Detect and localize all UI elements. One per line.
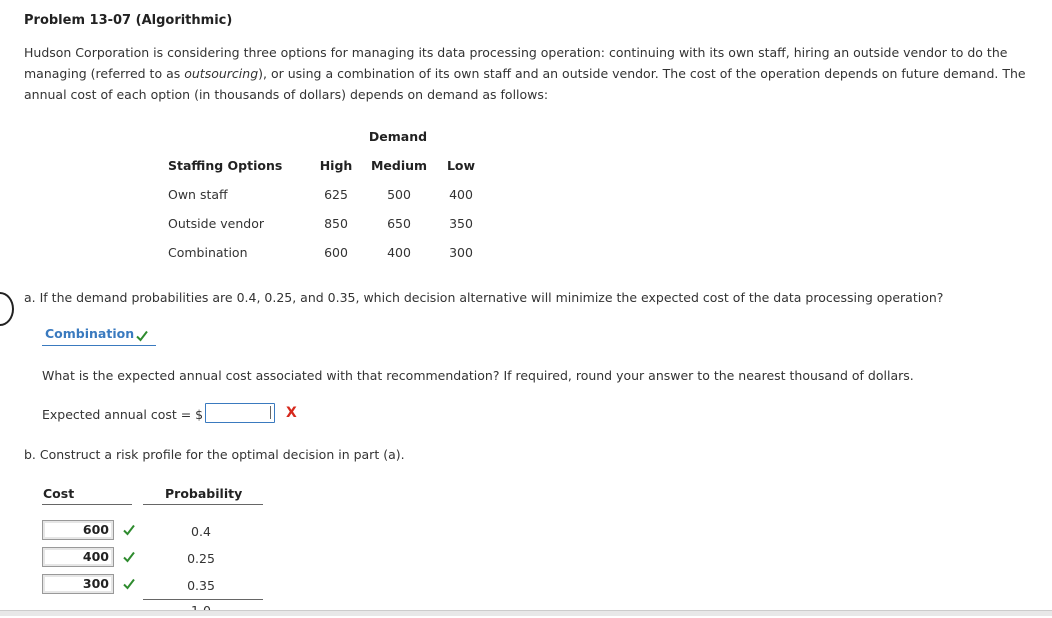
dropdown-selected-value: Combination (45, 326, 135, 341)
risk-probability: 0.25 (187, 551, 215, 566)
expected-cost-input[interactable] (205, 403, 275, 423)
part-a-followup-question: What is the expected annual cost associated with that recommendation? If required, round your answer to the nearest thousand of dollars. (42, 368, 914, 383)
risk-probability: 0.35 (187, 578, 215, 593)
intro-text-1: Hudson Corporation is considering three options for managing its data processing operation: continuing with its own staff, hiring an outside vendor to do the managing (referred to as (24, 45, 1008, 81)
part-a-question: a. If the demand probabilities are 0.4, 0.25, and 0.35, which decision alternative will minimize the expected cost of the data processing operation? (24, 290, 944, 305)
risk-header-probability: Probability (165, 486, 243, 501)
col-header-low: Low (446, 158, 476, 173)
check-icon (123, 551, 135, 563)
table-cell: 850 (324, 216, 348, 231)
risk-cost-field[interactable] (42, 547, 114, 567)
part-b-question: b. Construct a risk profile for the optimal decision in part (a). (24, 447, 405, 462)
table-row-label: Outside vendor (168, 216, 264, 231)
table-cell: 600 (324, 245, 348, 260)
intro-italic: outsourcing (184, 66, 259, 81)
table-cell: 300 (449, 245, 473, 260)
problem-intro (24, 42, 1052, 105)
problem-title: Problem 13-07 (Algorithmic) (24, 13, 233, 28)
check-icon (123, 578, 135, 590)
intro-text-2: ), or using a combination of its own staff and an outside vendor. The cost of the operation depends on future demand. The annual cost of each option (in thousands of dollars) depends on demand as follows: (24, 66, 1026, 102)
total-rule (143, 599, 263, 600)
table-cell: 650 (387, 216, 411, 231)
col-header-high: High (319, 158, 353, 173)
x-icon: X (286, 405, 297, 421)
decision-alternative-dropdown[interactable] (42, 325, 156, 346)
probability-header-rule (143, 504, 263, 505)
bottom-scrollbar[interactable] (0, 610, 1052, 616)
risk-cost-value: 400 (82, 549, 109, 564)
risk-cost-field[interactable] (42, 574, 114, 594)
table-row-label: Own staff (168, 187, 228, 202)
check-icon (123, 524, 135, 536)
left-edge-marker (0, 292, 14, 326)
col-header-medium: Medium (370, 158, 428, 173)
table-row-label: Combination (168, 245, 248, 260)
table-row-header: Staffing Options (168, 158, 283, 173)
text-cursor (270, 406, 271, 419)
risk-cost-value: 600 (82, 522, 109, 537)
risk-cost-value: 300 (82, 576, 109, 591)
risk-probability: 0.4 (191, 524, 211, 539)
check-icon (136, 330, 148, 342)
table-group-header: Demand (368, 129, 428, 144)
cost-header-rule (42, 504, 132, 505)
table-cell: 400 (449, 187, 473, 202)
risk-cost-field[interactable] (42, 520, 114, 540)
expected-cost-label: Expected annual cost = $ (42, 407, 204, 422)
table-cell: 625 (324, 187, 348, 202)
risk-header-cost: Cost (43, 486, 75, 501)
table-cell: 400 (387, 245, 411, 260)
table-cell: 350 (449, 216, 473, 231)
table-cell: 500 (387, 187, 411, 202)
